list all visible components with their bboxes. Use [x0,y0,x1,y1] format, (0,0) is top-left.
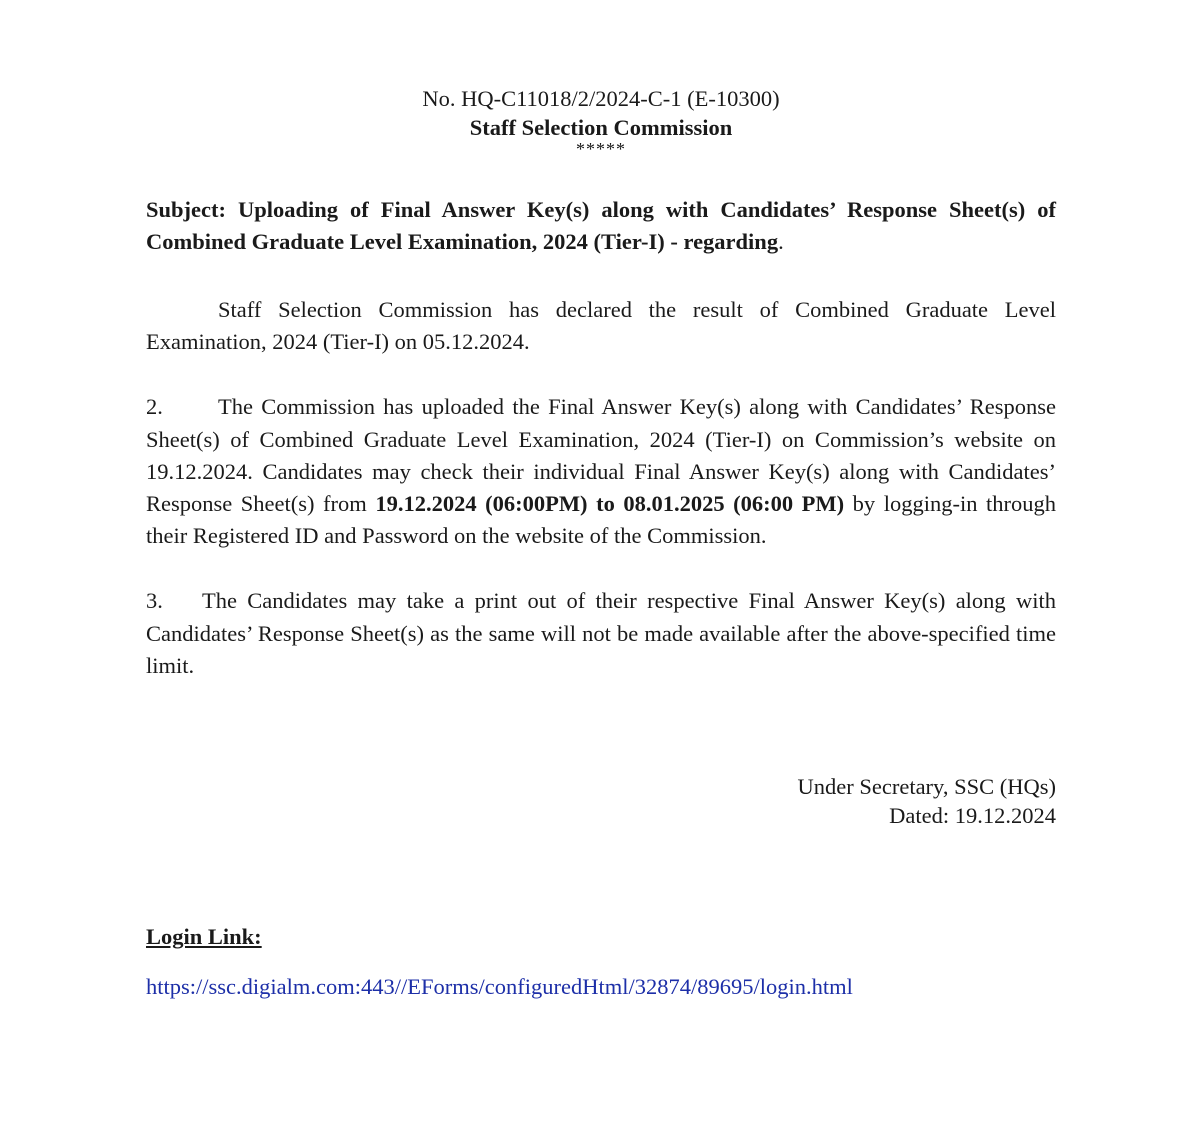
login-link-heading: Login Link: [146,924,262,950]
signatory-designation: Under Secretary, SSC (HQs) [797,774,1056,800]
file-number: No. HQ-C11018/2/2024-C-1 (E-10300) [422,86,780,111]
signature-date: Dated: 19.12.2024 [889,803,1056,829]
paragraph-3 [146,585,1056,682]
subject-line [146,194,1056,258]
paragraph-3-number: 3. [146,588,163,614]
subject-period: . [778,229,784,254]
paragraph-2-text-end: by logging-in through their Registered ID and Password on the website of the Commission. [146,491,1056,549]
paragraph-3-text: The Candidates may take a print out of their respective Final Answer Key(s) along with Candidates’ Response Sheet(s) as the same will not be made available after the above-specified time limit. [146,588,1056,678]
signature-block [146,772,1056,830]
subject-text: Subject: Uploading of Final Answer Key(s) along with Candidates’ Response Sheet(s) of Combined Graduate Level Examination, 2024 (Tier-I) - regarding [146,197,1056,254]
commission-name: Staff Selection Commission [469,115,733,140]
login-url-link[interactable]: https://ssc.digialm.com:443//EForms/configuredHtml/32874/89695/login.html [146,974,853,1000]
paragraph-2-number: 2. [146,394,163,420]
paragraph-2-text-start: The Commission has uploaded the Final Answer Key(s) along with Candidates’ Response Sheet(s) of Combined Graduate Level Examination, 2024 (Tier-I) on Commission’s website on 19.12.2024. Candidates may check their individual Final Answer Key(s) along with Candidates’ Response Sheet(s) from [146,394,1056,517]
paragraph-2-dates: 19.12.2024 (06:00PM) to 08.01.2025 (06:00 PM) [375,491,845,517]
notice-header [146,84,1056,159]
notice-document [146,84,1056,1001]
separator-stars: ***** [576,139,626,159]
paragraph-1: Staff Selection Commission has declared the result of Combined Graduate Level Examination, 2024 (Tier-I) on 05.12.2024. [146,297,1056,355]
paragraph-2 [146,391,1056,552]
